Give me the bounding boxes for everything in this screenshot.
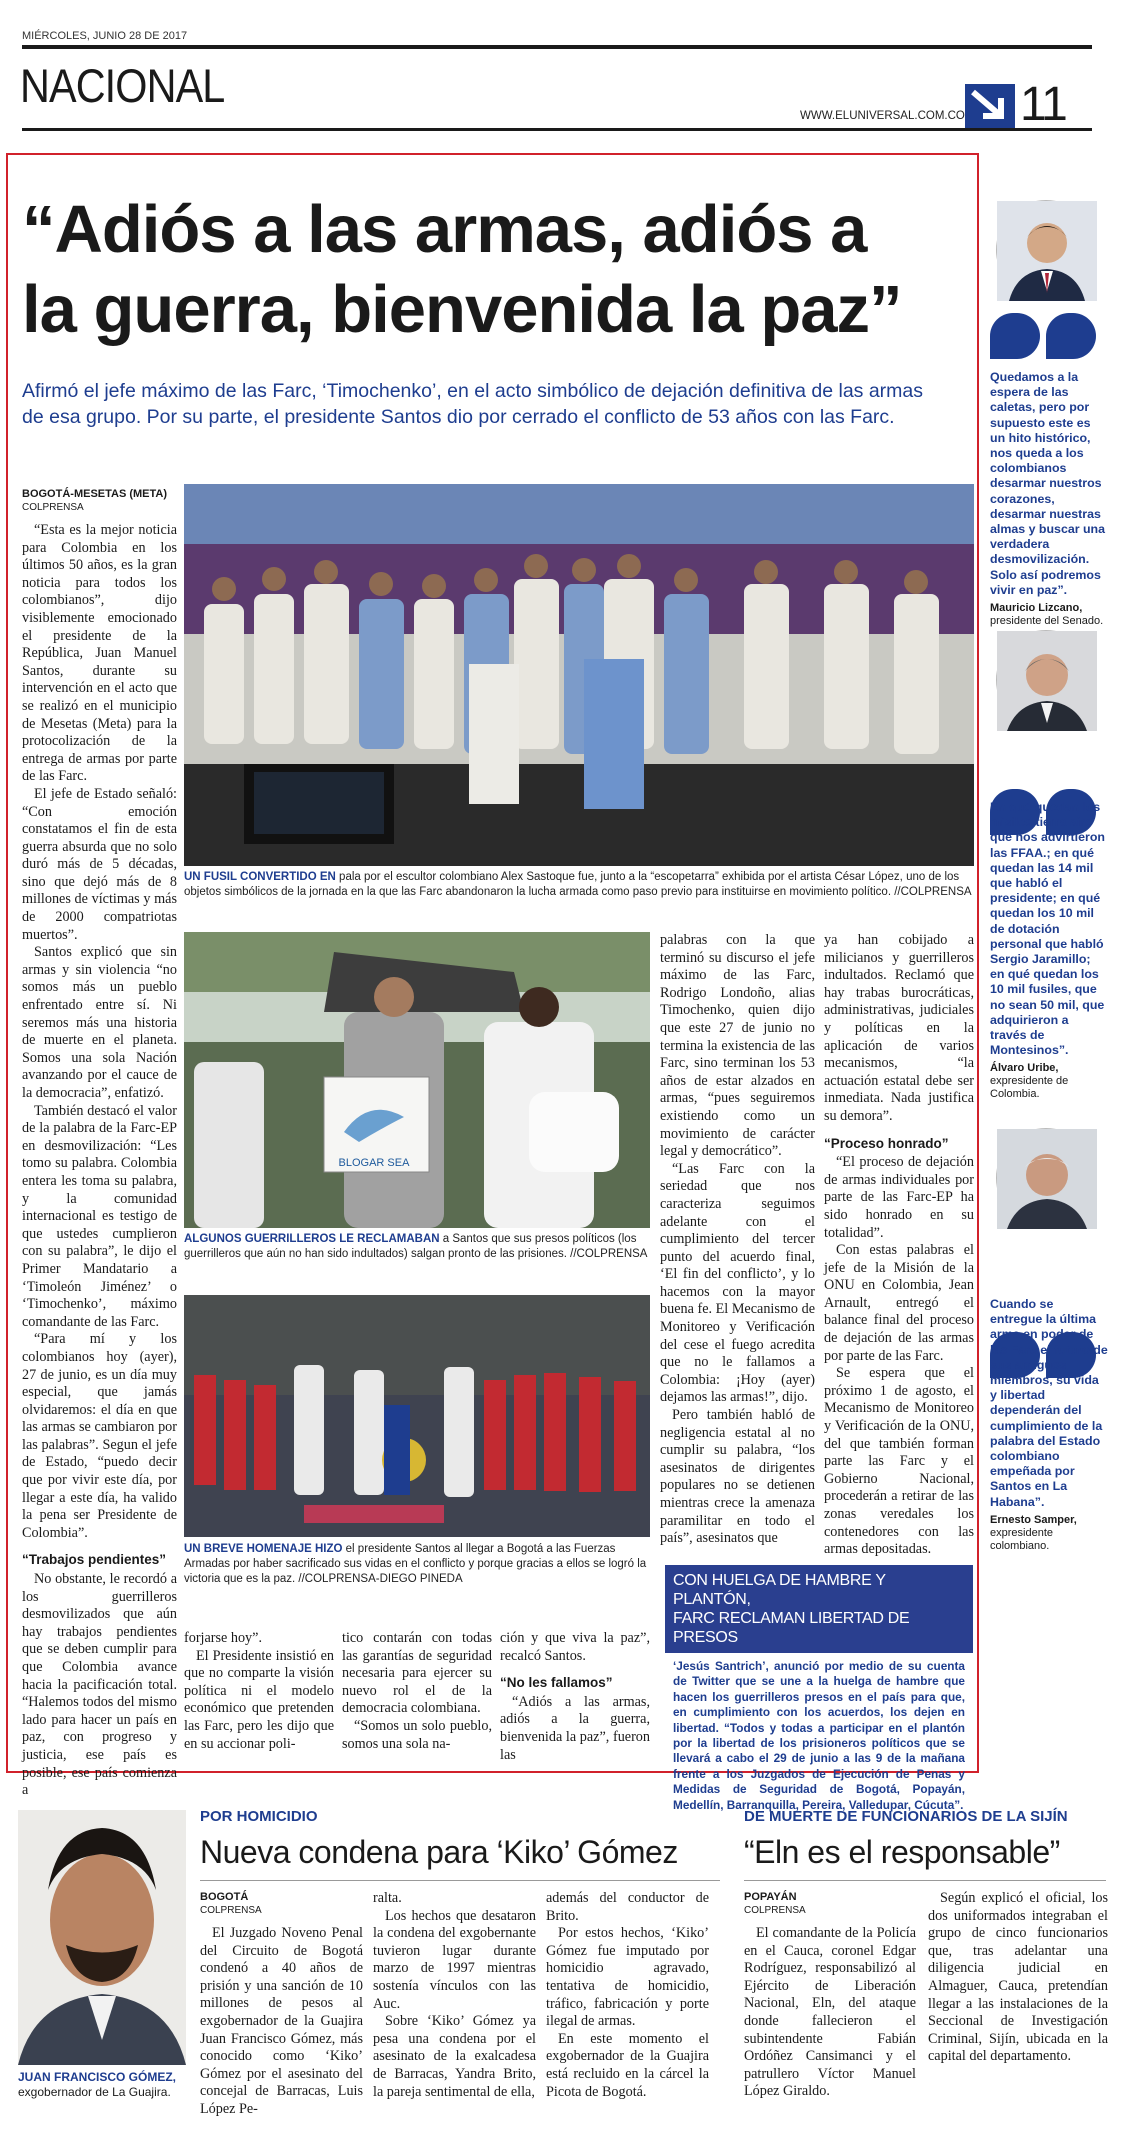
kiko-column-1	[200, 1890, 363, 2119]
agency: COLPRENSA	[744, 1905, 806, 1916]
hunger-strike-box	[665, 1565, 973, 1812]
paragraph: También destacó el valor de la palabra de la Farc-EP en desmovilización: “Les tomo su palabra. Colombia entera les toma su palabra, y la comunidad internacional es testigo de que ustedes cumplieron con su palabra”, le dijo el Primer Mandatario a ‘Timoleón Jiménez’ o ‘Timochenko’, máximo comandante de las Farc.	[22, 1102, 177, 1330]
page-number: 11	[1020, 78, 1066, 131]
headline-line-2: la guerra, bienvenida la paz”	[22, 272, 902, 347]
agency: COLPRENSA	[200, 1905, 262, 1916]
paragraph: forjarse hoy”.	[184, 1630, 262, 1646]
quote-text: Quedamos a la espera de las caletas, pero por supuesto este es un hito histórico, nos queda a los colombianos desarmar nuestros corazones, desarmar nuestras almas y buscar una verdadera desmovilización. Solo así podremos vivir en paz”.	[990, 370, 1106, 597]
paragraph: Según explicó el oficial, los dos uniformados integraban el grupo de cinco funcionarios que, tras adelantar una diligencia judicial en Almaguer, Cauca, pretendían llegar a las instalaciones de la Seccional de Investigación Criminal, Sijín, ubicada en la capital del departamento.	[928, 1890, 1108, 2065]
paragraph: “Para mí y los colombianos hoy (ayer), 27 de junio, es un día muy especial, que jamás olvidaremos: el día en que las armas se cambiaron por las palabras”. Segun el jefe de Estado, “puedo decir que por vivir este día, por llegar a este día, ha valido la pena ser Presidente de Colombia”.	[22, 1331, 177, 1541]
quote-text: Cuando se entregue la última arma en poder de las Farc el futuro de sus antiguos miembros, su vida y libertad dependerán del cumplimiento de la palabra del Estado colombiano empeñada por Santos en La Habana”.	[990, 1297, 1108, 1509]
paragraph: No obstante, le recordó a los guerrilleros desmovilizados que aún hay trabajos pendientes que se deben cumplir para que Colombia avance hacia la pacificación total. “Halemos todos del mismo lado para hacer un país en paz, con progreso y justicia, ese país es posible, ese país comienza a	[22, 1571, 177, 1799]
paragraph: Pero también habló de negligencia estatal al no cumplir su palabra, “los asesinatos de dirigentes populares no se detienen mientras crece la amenaza paramilitar en todo el país”, asesinatos que	[660, 1407, 815, 1547]
eln-column-1	[744, 1890, 916, 2101]
kiko-kicker: POR HOMICIDIO	[200, 1808, 318, 1825]
header-bottom-rule	[22, 128, 1092, 131]
paragraph: tico contarán con todas las garantías de seguridad necesaria para ejercer su nuevo rol el de la democracia colombiana.	[342, 1630, 492, 1717]
hunger-strike-text: ‘Jesús Santrich’, anunció por medio de su cuenta de Twitter que se une a la huelga de hambre que hacen los guerrilleros presos en el país para que, en cumplimiento con los acuerdos, los dejen en libertad. “Todos y todas a participar en el plantón por la libertad de los prisioneros políticos que se llevará a cabo el 29 de junio a las 9 de la mañana frente a los Juzgados de Ejecución de Penas y Medidas de Seguridad de Bogotá, Popayán, Medellín, Barranquilla, Pereira, Valledupar, Cúcuta”.	[673, 1659, 965, 1812]
quote-role: presidente del Senado.	[990, 615, 1104, 628]
headline-line-1: “Adiós a las armas, adiós a	[22, 192, 867, 267]
dateline: BOGOTÁ	[200, 1891, 249, 1903]
dateline: POPAYÁN	[744, 1891, 797, 1903]
quote-lizcano	[990, 370, 1108, 628]
kiko-rule	[200, 1880, 720, 1881]
photo-guerrilleros-caption: ALGUNOS GUERRILLEROS LE RECLAMABAN a Santos que sus presos políticos (los guerrilleros que aún no han sido indultados) salgan pronto de las prisiones. //COLPRENSA	[184, 1233, 648, 1260]
quote-role: expresidente colombiano.	[990, 1526, 1053, 1552]
photo-ceremony	[184, 484, 974, 866]
avatar-samper	[996, 1128, 1096, 1228]
article-column-4	[660, 932, 815, 1547]
quote-author: Ernesto Samper,	[990, 1513, 1077, 1526]
quote-mark-icon	[990, 313, 1098, 359]
paragraph: Se espera que el próximo 1 de agosto, el Mecanismo de Monitoreo y Verificación de la ONU, del que también forman parte las Farc y el Gobierno Nacional, procederán a retirar de las zonas veredales los contenedores con las armas depositadas.	[824, 1365, 974, 1558]
subheading: “No les fallamos”	[500, 1675, 613, 1691]
page-arrow-icon	[965, 84, 1015, 128]
subheading: “Trabajos pendientes”	[22, 1552, 167, 1568]
lead-line-2: de esa grupo. Por su parte, el presidente Santos dio por cerrado el conflicto de 53 años con las Farc.	[22, 406, 895, 428]
avatar-lizcano	[996, 200, 1096, 300]
paragraph: “Somos un solo pueblo, somos una sola na-	[342, 1717, 492, 1752]
paragraph: ralta.	[373, 1890, 402, 1906]
quote-samper	[990, 1297, 1108, 1553]
paragraph: El comandante de la Policía en el Cauca, coronel Edgar Rodríguez, responsabilizó al Ejército de Liberación Nacional, Eln, del ataque donde fallecieron el subintendente Fabián Ordóñez Cansimanci y el patrullero Víctor Manuel López Giraldo.	[744, 1925, 916, 2100]
paragraph: ya han cobijado a milicianos y guerrilleros indultados. Reclamó que hay trabas burocráticas, administrativas, judiciales y políticas en la aplicación de varios mecanismos, “la actuación estatal debe ser inmediata. Nada justifica su demora”.	[824, 932, 974, 1124]
avatar-uribe	[996, 630, 1096, 730]
paragraph: “Adiós a las armas, adiós a la guerra, bienvenida la paz”, fueron las	[500, 1693, 650, 1763]
article-column-4-bottom	[500, 1630, 650, 1764]
article-column-1	[22, 487, 177, 1799]
article-column-3	[342, 1630, 492, 1753]
photo-ceremony-caption: UN FUSIL CONVERTIDO EN pala por el escultor colombiano Alex Sastoque fue, junto a la “escopetarra” exhibida por el artista César López, uno de los objetos simbólicos de la jornada en la que las Farc abandonaron la lucha armada como paso previo para instituirse en movimiento político. //COLPRENSA	[184, 871, 972, 898]
sign-text: BLOGAR SEA	[338, 1157, 410, 1169]
paragraph: además del conductor de Brito.	[546, 1890, 709, 1924]
eln-kicker: DE MUERTE DE FUNCIONARIOS DE LA SIJÍN	[744, 1808, 1068, 1825]
paragraph: “Las Farc con la seriedad que nos caracteriza seguimos adelante con el cumplimiento del tercer punto del acuerdo final, ‘El fin del conflicto’, y lo hacemos con la mayor buena fe. El Mecanismo de Monitoreo y Verificación del cese el fuego acredita que no le fallamos a Colombia: ¡Hoy (ayer) dejamos las armas!”, dijo.	[660, 1160, 815, 1406]
paragraph: “Esta es la mejor noticia para Colombia en los últimos 50 años, es la gran noticia para todos los colombianos”, dijo visiblemente emocionado el presidente de la República, Juan Manuel Santos, durante su intervención en el acto que se realizó en el municipio de Mesetas (Meta) para la protocolización de la entrega de armas por parte de las Farc.	[22, 522, 177, 785]
kiko-column-3	[546, 1890, 709, 2101]
issue-date: MIÉRCOLES, JUNIO 28 DE 2017	[22, 30, 188, 42]
paragraph: ción y que viva la paz”, recalcó Santos.	[500, 1630, 650, 1664]
subheading: “Proceso honrado”	[824, 1135, 949, 1151]
eln-column-2	[928, 1890, 1108, 2066]
dateline: BOGOTÁ-MESETAS (META)	[22, 488, 168, 500]
photo-homenaje	[184, 1295, 650, 1537]
paragraph: Sobre ‘Kiko’ Gómez ya pesa una condena por el asesinato de la exalcadesa de Barracas, Yandra Brito, la pareja sentimental de ella,	[373, 2013, 536, 2100]
paragraph: palabras con la que terminó su discurso el jefe máximo de las Farc, Rodrigo Londoño, alias Timochenko, quien dijo que este 27 de junio no termina la existencia de las Farc, sino terminan los 53 años de estar alzados en armas, “pues seguiremos existiendo como un movimiento de carácter legal y democrático”.	[660, 932, 815, 1160]
paragraph: “El proceso de dejación de armas individuales por parte de las Farc-EP ha sido honrado en su totalidad”.	[824, 1154, 974, 1241]
quote-author: Mauricio Lizcano,	[990, 602, 1083, 615]
photo-guerrilleros	[184, 932, 650, 1228]
paragraph: Por estos hechos, ‘Kiko’ Gómez fue imputado por homicidio agravado, tentativa de homicidio, tráfico, fabricación y porte ilegal de armas.	[546, 1925, 709, 2030]
lead-rest: , ‘Timochenko’, en el acto simbólico de dejación definitiva de las armas	[311, 380, 924, 402]
section-title: NACIONAL	[20, 59, 225, 112]
paragraph: Con estas palabras el jefe de la Misión de la ONU en Colombia, Jean Arnault, entregó el balance final del proceso de dejación de las armas por parte de las Farc.	[824, 1242, 974, 1364]
kiko-headline: Nueva condena para ‘Kiko’ Gómez	[200, 1834, 678, 1870]
photo-homenaje-caption: UN BREVE HOMENAJE HIZO el presidente Santos al llegar a Bogotá a las Fuerzas Armadas por haber sacrificado sus vidas en el conflicto y porque gracias a ellos se logró la victoria que es la paz. //COLPRENSA-DIEGO PINEDA	[184, 1543, 647, 1585]
quote-uribe	[990, 800, 1108, 1101]
hunger-strike-title: CON HUELGA DE HAMBRE Y PLANTÓN, FARC RECLAMAN LIBERTAD DE PRESOS	[665, 1565, 973, 1653]
quote-text: En qué quedan los misiles tierra aire que nos advirtieron las FFAA.; en qué quedan las 14 mil que habló el presidente; en qué quedan los 10 mil de dotación personal que habló Sergio Jaramillo; en qué quedan los 10 mil fusiles, que no sean 50 mil, que adquirieron a través de Montesinos”.	[990, 800, 1105, 1058]
quote-role: expresidente de Colombia.	[990, 1075, 1069, 1101]
photo-kiko-gomez	[18, 1810, 186, 2065]
paragraph: En este momento el exgobernador de la Guajira está recluido en la cárcel la Picota de Bogotá.	[546, 2030, 709, 2100]
eln-headline: “Eln es el responsable”	[744, 1834, 1060, 1870]
paragraph: El Presidente insistió en que no comparte la visión política ni el modelo económico que pretenden las Farc, pero les dijo que en su accionar poli-	[184, 1647, 334, 1752]
quote-author: Álvaro Uribe,	[990, 1062, 1059, 1075]
article-column-2	[184, 1630, 334, 1753]
article-column-5	[824, 932, 974, 1558]
agency: COLPRENSA	[22, 502, 84, 513]
paragraph: Santos explicó que sin armas y sin violencia “no somos más un pueblo enfrentado entre sí. Ni seremos más una historia de muerte en el planeta. Somos una sola Nación avanzando por el cauce de la democracia”, enfatizó.	[22, 944, 177, 1101]
header-rule	[22, 45, 1092, 49]
website-url[interactable]: WWW.ELUNIVERSAL.COM.CO	[800, 110, 965, 122]
lead-paragraph	[22, 378, 972, 430]
kiko-column-2	[373, 1890, 536, 2101]
paragraph: El jefe de Estado señaló: “Con emoción constatamos el fin de esta guerra absurda que no solo duró más de 5 décadas, sino que dejó más de 8 millones de víctimas y más de 2000 compatriotas muertos”.	[22, 785, 177, 943]
kiko-photo-caption: JUAN FRANCISCO GÓMEZ, exgobernador de La Guajira.	[18, 2070, 177, 2099]
lead-highlight: Afirmó el jefe máximo de las Farc	[22, 380, 312, 402]
paragraph: Los hechos que desataron la condena del exgobernante tuvieron lugar durante marzo de 1997 mientras sostenía vínculos con las Auc.	[373, 1907, 536, 2012]
quotes-sidebar	[990, 200, 1110, 1750]
paragraph: El Juzgado Noveno Penal del Circuito de Bogotá condenó a 40 años de prisión y una sanción de 10 millones de pesos al exgobernador de la Guajira Juan Francisco Gómez, más conocido como ‘Kiko’ Gómez por el asesinato del concejal de Barracas, Luis López Pe-	[200, 1925, 363, 2117]
main-headline	[22, 190, 972, 350]
eln-rule	[744, 1880, 1106, 1881]
